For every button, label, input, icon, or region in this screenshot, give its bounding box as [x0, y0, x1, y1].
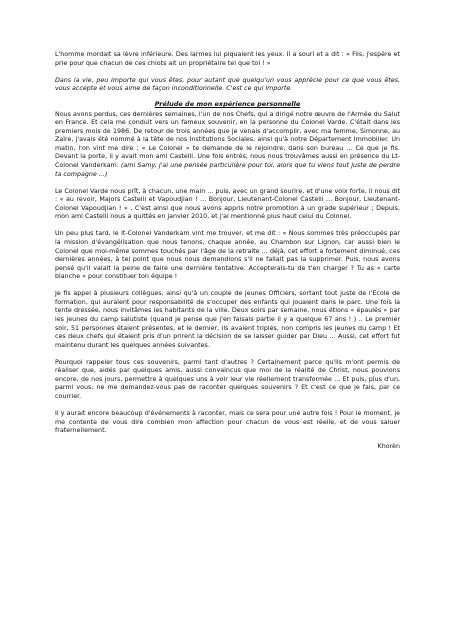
section-heading: Prélude de mon expérience personnelle: [154, 100, 301, 109]
signature: Khorèn: [377, 442, 400, 450]
paragraph-mission-request: Un peu plus tard, le lt-Colonel Vanderkam vint me trouver, et me dit : « Nous sommes très préoccupés par la mission d'évangélisation que nous tenons, chaque année, au Chambon sur Lignon, car aussi bien le Colonel que moi-même sommes touchés par l'âge de la retraite ... déjà, cet effort a fortement diminué, ces dernières années, à tel point que nous nous demandions s'il ne fallait pas la supprimer. Puis, nous avons pensé qu'il valait la peine de faire une dernière tentative. Accepterais-tu de t'en charger ? Tu as « carte blanche » pour constituer ton équipe !: [55, 230, 400, 281]
paragraph-reflection: Pourquoi rappeler tous ces souvenirs, parmi tant d'autres ? Certainement parce qu'ils m'ont permis de réaliser que, aidés par quelques amis, aussi convaincus que moi de la réalité de Christ, nous pouvions encore, de nos jours, permettre à quelques uns à voir leur vie réellement transformée ... Et puis, plus d'un, parmi vous, ne me demandez-vous pas de raconter quelques souvenirs ? Et c'est ce que je fais, par ce courrier.: [55, 358, 400, 400]
paragraph-father-reply: L'homme mordait sa lèvre inférieure. Des larmes lui piquaient les yeux. Il a souri et a dit : « Fils, j'espère et prie pour que chacun de ces chiots ait un propriétaire tel que toi ! »: [55, 51, 400, 67]
paragraph-mission-team: Je fis appel à plusieurs collègues, ainsi qu'à un couple de jeunes Officiers, sortant tout juste de l'Ecole de formation, qui auraient pour responsabilité de s'occuper des enfants qui jouaient dans le parc. Une fois la tente dressée, nous invitâmes les habitants de la ville. Deux soirs par semaine, nous étions « épaulés » par les jeunes du camp salutiste (quand je pense que j'en faisais partie il y a quelque 67 ans ! ) .. Le premier soir, 51 personnes étaient présentes, et le dernier, ils avaient triplés, non compris les jeunes du camp ! Et ces deux chefs qui étaient pris d'un prirent la décision de se laisser guider par Dieu ... Aussi, cet effort fut maintenu durant les quelques années suivantes.: [55, 290, 400, 349]
paragraph-promotion: Le Colonel Varde nous prît, à chacun, une main ... puis, avec un grand sourire, et d'une voix forte, il nous dit : « au revoir, Majors Castelli et Vapoudjian ! ... Bonjour, Lieutenant-Colonel Castelli ... Bonjour, Lieutenant-Colonel Vapoudjian ! » . C'est ainsi que nous avons appris notre promotion à un grade supérieur ; Depuis, mon ami Castelli nous a quittés en janvier 2010, et j'ai mentionné plus haut celui du Colonel.: [55, 187, 400, 221]
paragraph-closing: Il y aurait encore beaucoup d'événements à raconter, mais ce sera pour une autre fois ! Pour le moment, je me contente de vous dire combien mon affection pour chacun de vous est réelle, et de vous saluer fraternellement.: [55, 410, 400, 435]
memory-intro-text: Nous avons perdus, ces dernières semaines, l'un de nos Chefs, qui a dirigé notre œuvre de l'Armée du Salut en France. Et cela me conduit vers un fameux souvenir, en la personne du Colonel Varde. C'était dans les premiers mois de 1986. De retour de trois années que je venais d'accomplir, avec ma femme, Simonne, au Zaïre, j'avais été nommé à la tête de nos Institutions Sociales, ainsi qu'à notre Département Immobilier. Un matin, l'on vint me dire ; « Le Colonel » te demande de le rejoindre, dans son bureau ... Ce que je fis. Devant la porte, il y avait mon ami Castelli. Une fois entrés, nous nous trouvâmes aussi en présence du Lt-Colonel Vanderkam.: [55, 110, 400, 169]
memory-intro-aside: (ami Samy, j'ai une pensée particulière pour toi, alors que tu viens tout juste de perdre ta compagne ...): [55, 161, 400, 178]
paragraph-moral: Dans la vie, peu importe qui vous êtes, pour autant que quelqu'un vous apprécie pour ce que vous êtes, vous accepte et vous aime de façon inconditionnelle. C'est ce qui importe.: [55, 76, 400, 93]
paragraph-memory-intro: [55, 111, 400, 179]
